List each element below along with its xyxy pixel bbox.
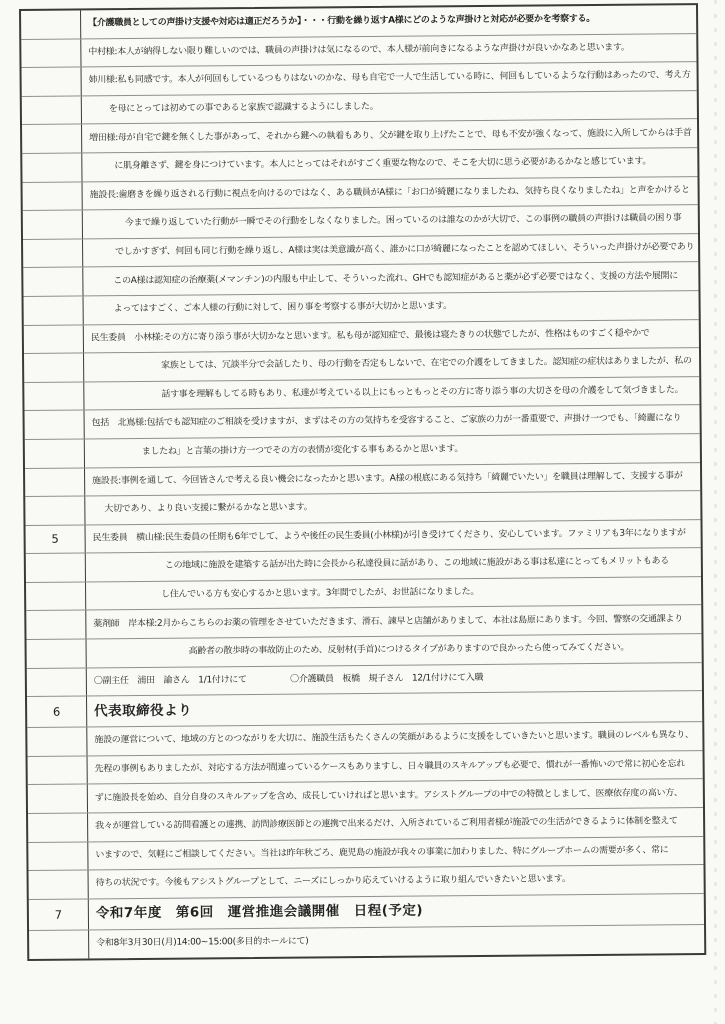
row-number-cell [27, 728, 87, 756]
row-number-cell [25, 411, 85, 439]
row-text: 今まで繰り返していた行動が一瞬でその行動をしなくなりました。困っているのは誰なのかが大切で、この事例の職員の声掛けは職員の困り事 [124, 213, 682, 229]
row-number-cell [29, 871, 89, 899]
row-text: 待ちの状況です。今後もアシストグループとして、ニーズにしっかり応えていけるように取り組んでいきたいと思います。 [95, 874, 571, 889]
row-text: を母にとっては初めての事であると家族で認識するようにしました。 [108, 101, 379, 115]
row-text: 増田様:母が自宅で鍵を無くした事があって、それから鍵への執着もあり、父が鍵を取り上げたことで、母も不安が強くなって、施設に入所してからは手首 [89, 127, 692, 143]
row-text: 包括 北嶌様:包括でも認知症のご相談を受けますが、まずはその方の気持ちを受容すること、ご家族の力が一番重要で、声掛け一つでも、「綺麗になり [91, 413, 682, 429]
row-number-cell [25, 439, 85, 467]
row-text: 施設の運営について、地域の方とのつながりを大切に、施設生活もたくさんの笑顔があるように支援をしていきたいと思います。職員のレベルも異なり、 [94, 730, 694, 746]
row-text: 民生委員 横山様:民生委員の任期も6年でして、ようや後任の民生委員(小林様)が引き受けてくださり、安心しています。ファミリアも3年になりますが [92, 528, 686, 544]
row-number-cell [23, 268, 83, 296]
row-number-cell: 7 [29, 899, 89, 930]
row-number-cell [22, 153, 82, 181]
row-text: 家族としては、冗談半分で会話したり、母の行動を否定もしないで、在宅での介護をしてきました。認知症の症状はありましたが、私の [161, 356, 692, 372]
row-text: 施設長:歯磨きを繰り返される行動に視点を向けるのではなく、ある職員がA様に「お口が綺麗になりましたね、気持ち良くなりましたね」と声をかけると [89, 184, 690, 201]
row-number-cell [27, 639, 87, 667]
row-number-cell [26, 611, 86, 639]
row-text: 民生委員 小林様:その方に寄り添う事が大切かなと思います。私も母が認知症で、最後は寝たきりの状態でしたが、性格はものすごく穏やかで [90, 328, 650, 344]
row-text: でしかすぎず、何回も同じ行動を繰り返し、A様は実は美意識が高く、誰かに口が綺麗になったことを認めてほしい、そういった声掛けが必要であり [115, 242, 695, 258]
row-number-cell [23, 211, 83, 239]
row-number-cell [22, 96, 82, 124]
row-number-cell [22, 68, 82, 96]
row-text: 話す事を理解もしてる時もあり、私達が考えている以上にもっともっとその方に寄り添う事の大切さを母の介護をして気づきました。 [161, 385, 684, 400]
row-text: 【介護職員としての声掛け支援や対応は適正だろうか】・・・行動を繰り返すA様にどのような声掛けと対応が必要かを考察する。 [88, 14, 595, 29]
row-number-cell [26, 554, 86, 582]
row-text: 高齢者の散歩時の事故防止のため、反射材(手首)につけるタイプがありますので良かったら使ってみてください。 [188, 642, 630, 657]
row-number-cell [25, 497, 85, 525]
scan-artifact-strip [714, 0, 717, 1024]
row-number-cell [23, 182, 83, 210]
table-row [29, 925, 704, 959]
row-text: 姉川様:私も同感です。本人が何回もしているつもりはないのかな、母も自宅で一人で生活している時に、何回もしているような行動はあったので、考え方 [88, 70, 691, 86]
row-number-cell [28, 756, 88, 784]
row-number-cell [21, 10, 81, 38]
row-number-cell: 6 [27, 697, 87, 728]
row-text: 令和7年度 第6回 運営推進会議開催 日程(予定) [95, 902, 424, 922]
row-text: 令和8年3月30日(月)14:00~15:00(多目的ホールにて) [96, 936, 309, 949]
row-text: よってはすごく、ご本人様の行動に対して、困り事を考察する事が大切かと思います。 [113, 301, 452, 315]
row-number-cell [29, 930, 89, 959]
row-text: このA様は認知症の治療薬(メマンチン)の内服も中止して、そういった流れ、GHでも認知症があると薬が必ず必要ではなく、支援の方法や展開に [113, 270, 678, 286]
row-number-cell [28, 813, 88, 841]
row-text: 中村様:本人が納得しない限り難しいのでは、職員の声掛けは気になるので、本人様が前向きになるような声掛けが良いかなあと思います。 [88, 42, 630, 58]
row-text: ずに施設長を始め、自分自身のスキルアップを含め、成長していければと思います。アシストグループの中での特徴としまして、医療依存度の高い方、 [94, 787, 683, 803]
row-number-cell [28, 842, 88, 870]
row-text: 代表取締役より [94, 702, 193, 720]
row-number-cell [25, 468, 85, 496]
row-text: この地域に施設を建築する話が出た時に会長から私達役員に話があり、この地域に施設がある事は私達にとってもメリットもある [164, 556, 669, 572]
row-number-cell [21, 39, 81, 67]
row-number-cell [22, 125, 82, 153]
row-text: ましたね」と言葉の掛け方一つでその方の表情が変化する事もあるかと思います。 [141, 444, 464, 458]
row-text: 施設長:事例を通して、今回皆さんで考える良い機会になったかと思います。A様の根底にある気持ち「綺麗でいたい」を職員は理解して、支援する事が [92, 470, 683, 487]
row-text: に肌身離さず、鍵を身につけています。本人にとってはそれがすごく重要な物なので、そこを大切に思う必要があるかなと感じています。 [114, 156, 652, 172]
row-number-cell [24, 354, 84, 382]
row-text: 大切であり、より良い支援に繋がるかなと思います。 [104, 502, 313, 515]
row-text: 〇副主任 浦田 諭さん 1/1付けにて 〇介護職員 板橋 規子さん 12/1付けにて入職 [93, 672, 484, 687]
row-number-cell [27, 668, 87, 696]
row-text: 薬剤師 岸本様:2月からこちらのお薬の管理をさせていただきます、滑石、諫早と店舗がありまして、本社は島原にあります。今回、警察の交通課より [93, 613, 683, 630]
row-text: いますので、気軽にご相談してください。当社は昨年秋ごろ、鹿児島の施設が我々の事業に加わりました、特にグループホームの需要が多く、常に [95, 845, 669, 861]
row-number-cell [28, 785, 88, 813]
row-number-cell [26, 582, 86, 610]
minutes-table [19, 3, 706, 961]
row-text: 我々が運営している訪問看護との連携、訪問診療医師との連携で出来るだけ、入所されているご利用者様が施設での生活ができるように体制を整えて [95, 816, 678, 832]
row-number-cell [23, 239, 83, 267]
row-number-cell: 5 [26, 525, 86, 553]
row-number-cell [24, 325, 84, 353]
row-text: し住んでいる方も安心するかと思います。3年間でしたが、お世話になりました。 [161, 587, 480, 600]
row-number-cell [24, 382, 84, 410]
row-text: 先程の事例もありましたが、対応する方法が間違っているケースもありますし、日々職員のスキルアップも必要で、慣れが一番怖いので常に初心を忘れ [94, 759, 685, 775]
row-number-cell [24, 296, 84, 324]
